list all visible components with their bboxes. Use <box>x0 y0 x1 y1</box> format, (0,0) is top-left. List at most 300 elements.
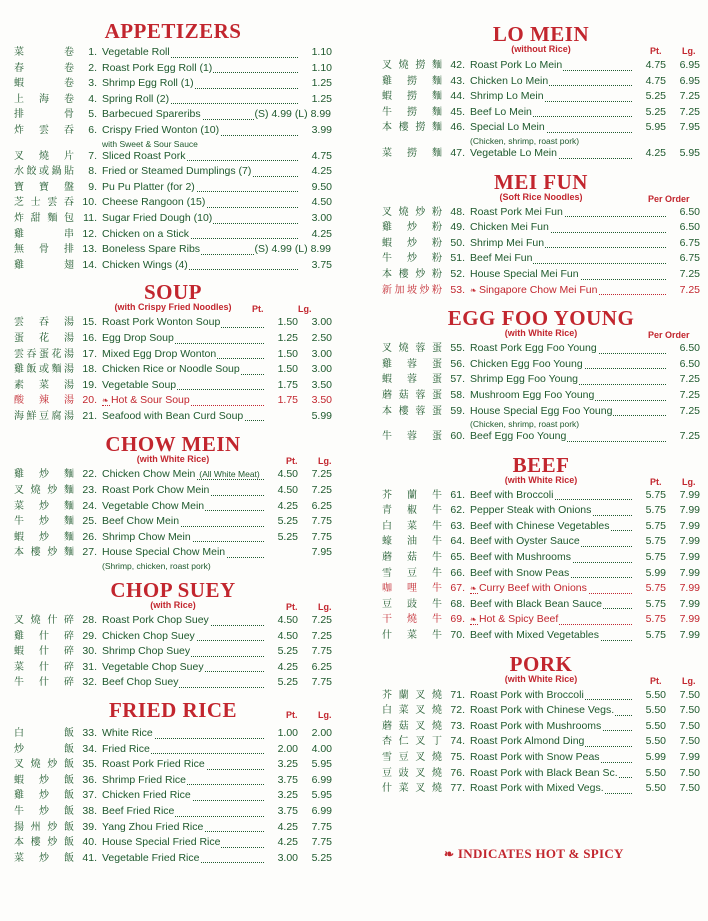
item-name: Egg Drop Soup <box>102 331 174 344</box>
item-name-cell <box>102 742 264 758</box>
right-column <box>382 0 700 797</box>
item-chinese-name: 什 菜 叉 燒 <box>382 783 442 795</box>
item-name: Chicken Wings (4) <box>102 258 188 271</box>
menu-item-row <box>14 92 332 108</box>
menu-item-row <box>14 242 332 258</box>
menu-item-row <box>382 89 700 105</box>
section-fried-rice <box>14 700 332 866</box>
item-name-cell <box>470 550 632 566</box>
menu-item-row <box>382 766 700 782</box>
item-number: 46. <box>450 121 465 134</box>
item-chinese-name: 叉 燒 什 碎 <box>14 615 74 627</box>
item-name-cell <box>102 851 264 867</box>
item-name-cell <box>470 581 632 597</box>
item-name: Pu Pu Platter (for 2) <box>102 180 195 193</box>
menu-item-row <box>382 236 700 252</box>
item-chinese-name: 牛 炒 飯 <box>14 805 74 817</box>
item-size-prices: (S) 4.99 (L) 8.99 <box>254 107 332 123</box>
item-number: 5. <box>88 108 97 121</box>
col-head-lg: Lg. <box>682 476 696 487</box>
item-name: Beef with Mushrooms <box>470 551 571 564</box>
item-name-cell <box>470 404 666 430</box>
item-name-cell <box>470 267 666 283</box>
item-price: 6.75 <box>679 236 700 249</box>
item-price-pint: 5.25 <box>277 645 298 658</box>
item-price: 6.95 <box>679 74 700 87</box>
item-price: 2.00 <box>311 727 332 739</box>
item-number: 39. <box>82 820 97 833</box>
item-number: 28. <box>82 614 97 627</box>
item-price: 7.99 <box>679 504 700 517</box>
item-name: Roast Pork with Black Bean Sc. <box>470 766 618 779</box>
item-name: Beef Mei Fun <box>470 252 533 265</box>
item-name-cell <box>102 195 298 211</box>
item-number: 71. <box>450 688 465 701</box>
section-lo-mein <box>382 24 700 162</box>
item-price: 7.25 <box>679 90 700 103</box>
menu-item-row <box>14 467 332 483</box>
item-price: 7.75 <box>311 515 332 528</box>
item-name: Crispy Fried Wonton (10) <box>102 123 220 136</box>
menu-item-row <box>14 347 332 363</box>
item-number: 20. <box>82 394 97 407</box>
item-name-cell <box>102 409 264 425</box>
menu-item-row <box>382 58 700 74</box>
item-chinese-name: 素 菜 湯 <box>14 379 74 391</box>
col-head-pt: Pt. <box>650 46 662 56</box>
item-price: 4.25 <box>311 227 332 240</box>
item-name-cell <box>102 499 264 515</box>
item-name: Pepper Steak with Onions <box>470 504 592 517</box>
menu-item-row <box>14 530 332 546</box>
item-price-pint: 5.75 <box>645 629 666 642</box>
item-name: Shrimp Egg Foo Young <box>470 373 578 386</box>
menu-item-row <box>14 149 332 165</box>
item-number: 33. <box>82 727 97 739</box>
item-name-cell <box>470 719 632 735</box>
item-number: 25. <box>82 515 97 528</box>
item-price-pint: 5.75 <box>645 488 666 501</box>
item-name: White Rice <box>102 727 153 739</box>
item-name: Beef Fried Rice <box>102 804 175 817</box>
menu-item-row <box>14 726 332 742</box>
item-chinese-name: 炸 雲 吞 <box>14 124 74 136</box>
item-name: Roast Pork Fried Rice <box>102 758 205 771</box>
item-number: 2. <box>88 61 97 74</box>
item-number: 12. <box>82 227 97 240</box>
item-number: 53. <box>450 283 465 296</box>
item-number: 67. <box>450 582 465 595</box>
item-number: 18. <box>82 363 97 376</box>
item-name-cell <box>470 519 632 535</box>
item-chinese-name: 雞 翅 <box>14 259 74 271</box>
item-number: 24. <box>82 499 97 512</box>
item-name-cell <box>102 545 264 571</box>
item-name-cell <box>470 357 666 373</box>
item-chinese-name: 叉 燒 炒 粉 <box>382 206 442 218</box>
section-chop-suey <box>14 580 332 691</box>
section-title: MEI FUN <box>494 169 588 194</box>
item-price-pint: 5.75 <box>645 597 666 610</box>
item-price-pint: 5.99 <box>645 566 666 579</box>
menu-item-row <box>382 734 700 750</box>
item-price: 7.25 <box>679 283 700 296</box>
menu-item-row <box>14 804 332 820</box>
item-chinese-name: 叉 燒 炒 麵 <box>14 485 74 497</box>
item-name-cell <box>470 612 632 628</box>
item-price: 7.25 <box>679 388 700 401</box>
item-price: 7.50 <box>679 719 700 732</box>
item-chinese-name: 本 樓 炒 麵 <box>14 547 74 559</box>
menu-item-row <box>14 820 332 836</box>
menu-item-row <box>382 205 700 221</box>
item-chinese-name: 本 樓 蓉 蛋 <box>382 405 442 417</box>
item-chinese-name: 水 餃 或 鍋 貼 <box>14 166 74 178</box>
item-number: 75. <box>450 751 465 763</box>
item-number: 16. <box>82 331 97 344</box>
item-chinese-name: 雪 豆 牛 <box>382 567 442 579</box>
item-chinese-name: 蘑 菇 牛 <box>382 552 442 564</box>
item-number: 9. <box>88 180 97 193</box>
item-chinese-name: 豆 豉 牛 <box>382 598 442 610</box>
item-name: House Special Chow Mein <box>102 546 226 559</box>
menu-item-row <box>382 688 700 704</box>
item-name-cell <box>470 58 632 74</box>
menu-item-row <box>382 120 700 146</box>
item-chinese-name: 菜 炒 飯 <box>14 852 74 864</box>
item-name-cell <box>470 566 632 582</box>
item-chinese-name: 菜 什 碎 <box>14 661 74 673</box>
item-price: 6.50 <box>679 205 700 218</box>
item-number: 58. <box>450 388 465 401</box>
item-price-pint: 5.75 <box>645 519 666 532</box>
menu-item-row <box>382 503 700 519</box>
item-price: 7.99 <box>679 519 700 532</box>
item-chinese-name: 春 卷 <box>14 62 74 74</box>
item-number: 8. <box>88 165 97 178</box>
item-price-pint: 5.75 <box>645 613 666 626</box>
item-chinese-name: 炒 飯 <box>14 743 74 755</box>
item-price: 5.95 <box>311 758 332 771</box>
col-head-per-order: Per Order <box>648 330 690 341</box>
item-name-cell <box>102 92 298 108</box>
item-price-pint: 4.25 <box>277 820 298 833</box>
menu-item-row <box>14 123 332 149</box>
item-price-pint: 2.00 <box>277 742 298 755</box>
item-price-pint: 5.50 <box>645 719 666 732</box>
item-name-cell <box>470 781 632 797</box>
item-name-cell <box>102 164 298 180</box>
item-name-cell <box>102 757 264 773</box>
item-price: 7.75 <box>311 820 332 833</box>
item-number: 41. <box>82 851 97 864</box>
item-name: Mixed Egg Drop Wonton <box>102 347 217 360</box>
item-price-pint: 5.50 <box>645 704 666 717</box>
item-chinese-name: 雞 炒 麵 <box>14 469 74 481</box>
item-price: 7.99 <box>679 613 700 626</box>
menu-item-row <box>14 331 332 347</box>
item-number: 65. <box>450 551 465 564</box>
col-head-pt: Pt. <box>650 476 662 487</box>
menu-item-row <box>382 719 700 735</box>
item-price-pint: 4.50 <box>277 484 298 497</box>
section-subtitle: (with Rice) <box>150 600 196 611</box>
item-number: 63. <box>450 519 465 532</box>
item-chinese-name: 蝦 卷 <box>14 78 74 90</box>
item-price: 7.50 <box>679 735 700 748</box>
item-number: 44. <box>450 90 465 103</box>
item-number: 7. <box>88 149 97 162</box>
item-price-pint: 5.95 <box>645 121 666 134</box>
item-price: 7.25 <box>311 484 332 497</box>
item-price-pint: 5.99 <box>645 751 666 763</box>
menu-item-row <box>382 283 700 299</box>
item-number: 38. <box>82 804 97 817</box>
menu-item-row <box>14 629 332 645</box>
item-price: 3.00 <box>311 363 332 376</box>
item-name: Chicken Fried Rice <box>102 789 191 802</box>
item-number: 27. <box>82 546 97 559</box>
item-price: 6.75 <box>679 252 700 265</box>
item-name-cell <box>102 149 298 165</box>
item-name-cell <box>102 61 298 77</box>
item-number: 40. <box>82 836 97 849</box>
item-name: Sugar Fried Dough (10) <box>102 211 213 224</box>
item-price: 7.50 <box>679 704 700 717</box>
section-title: APPETIZERS <box>104 19 242 43</box>
item-price: 7.25 <box>311 468 332 481</box>
item-name: Roast Pork with Snow Peas <box>470 751 600 763</box>
item-price: 7.99 <box>679 582 700 595</box>
item-chinese-name: 雞 炒 飯 <box>14 790 74 802</box>
col-head-pt: Pt. <box>252 304 264 315</box>
item-name: Roast Pork Wonton Soup <box>102 316 221 329</box>
item-chinese-name: 蝦 撈 麵 <box>382 91 442 103</box>
item-name: Chicken Chop Suey <box>102 629 195 642</box>
menu-item-row <box>14 742 332 758</box>
item-price: 3.99 <box>311 123 332 136</box>
menu-item-row <box>14 499 332 515</box>
menu-item-row <box>382 534 700 550</box>
item-name: Curry Beef with Onions <box>478 582 587 595</box>
item-price: 7.99 <box>679 488 700 501</box>
menu-item-row <box>14 514 332 530</box>
item-chinese-name: 蝦 炒 粉 <box>382 237 442 249</box>
item-number: 76. <box>450 766 465 779</box>
menu-item-row <box>14 675 332 691</box>
item-name-cell <box>102 258 298 274</box>
item-price: 6.99 <box>311 804 332 817</box>
item-price: 7.25 <box>311 614 332 627</box>
item-number: 60. <box>450 430 465 443</box>
item-name: Barbecued Spareribs <box>102 108 201 121</box>
section-subtitle: (with White Rice) <box>504 474 578 485</box>
item-price: 4.50 <box>311 196 332 209</box>
item-chinese-name: 叉 燒 蓉 蛋 <box>382 343 442 355</box>
item-number: 42. <box>450 59 465 71</box>
item-chinese-name: 菜 炒 麵 <box>14 500 74 512</box>
item-price: 7.99 <box>679 751 700 763</box>
item-name-cell <box>470 105 632 121</box>
item-chinese-name: 雲 吞 蛋 花 湯 <box>14 348 74 360</box>
item-name: Shrimp Fried Rice <box>102 773 187 786</box>
item-name: House Special Mei Fun <box>470 267 579 280</box>
menu-item-row <box>382 488 700 504</box>
col-head-per-order: Per Order <box>648 193 690 204</box>
item-name-cell <box>102 514 264 530</box>
item-chinese-name: 蝦 炒 飯 <box>14 774 74 786</box>
item-name: Roast Pork with Chinese Vegs. <box>470 704 615 717</box>
item-chinese-name: 雞 飯 或 麵 湯 <box>14 364 74 376</box>
col-head-pt: Pt. <box>286 602 298 613</box>
item-name: Beef with Mixed Vegetables <box>470 629 599 642</box>
item-name: Beef Egg Foo Young <box>470 430 567 443</box>
item-price: 6.50 <box>679 221 700 234</box>
item-chinese-name: 什 菜 牛 <box>382 630 442 642</box>
item-name-cell <box>102 180 298 196</box>
section-subtitle: (with Crispy Fried Noodles) <box>114 302 232 313</box>
item-price: 7.25 <box>679 404 700 417</box>
legend-text: INDICATES HOT & SPICY <box>457 846 624 861</box>
item-price-pint: 5.75 <box>645 582 666 595</box>
item-price: 1.25 <box>311 92 332 105</box>
menu-item-row <box>14 211 332 227</box>
item-chinese-name: 蛋 花 湯 <box>14 332 74 344</box>
item-price: 7.25 <box>679 267 700 280</box>
item-price-pint: 4.25 <box>277 499 298 512</box>
item-price-pint: 4.50 <box>277 614 298 627</box>
item-price: 6.50 <box>679 342 700 355</box>
item-name-cell <box>470 120 632 146</box>
item-price-pint: 1.75 <box>277 394 298 407</box>
item-name-cell <box>470 372 666 388</box>
item-name: Chicken Egg Foo Young <box>470 357 583 370</box>
menu-item-row <box>382 703 700 719</box>
item-price-pint: 3.75 <box>277 804 298 817</box>
item-chinese-name: 本 樓 撈 麵 <box>382 122 442 134</box>
section-subtitle: (with White Rice) <box>504 328 578 339</box>
item-price-pint: 1.75 <box>277 378 298 391</box>
hot-spicy-legend <box>444 846 624 862</box>
item-number: 34. <box>82 742 97 755</box>
item-number: 23. <box>82 484 97 497</box>
item-number: 61. <box>450 488 465 501</box>
item-price: 6.95 <box>679 59 700 71</box>
menu-item-row <box>14 483 332 499</box>
item-number: 45. <box>450 105 465 118</box>
item-price-pint: 3.00 <box>277 851 298 864</box>
item-number: 48. <box>450 205 465 218</box>
item-name: Sliced Roast Pork <box>102 149 186 162</box>
item-name: Boneless Spare Ribs <box>102 243 201 256</box>
item-chinese-name: 蝦 炒 麵 <box>14 531 74 543</box>
menu-item-row <box>382 341 700 357</box>
item-number: 57. <box>450 373 465 386</box>
item-name: Vegetable Soup <box>102 378 177 391</box>
item-name: Cheese Rangoon (15) <box>102 196 206 209</box>
item-price: 7.99 <box>679 629 700 642</box>
item-name: Roast Pork Egg Roll (1) <box>102 61 213 74</box>
item-price-pint: 1.50 <box>277 363 298 376</box>
item-name: Shrimp Egg Roll (1) <box>102 77 194 90</box>
menu-item-row <box>382 388 700 404</box>
section-appetizers <box>14 21 332 273</box>
item-price: 5.95 <box>679 146 700 159</box>
item-subtext: with Sweet & Sour Sauce <box>102 138 198 149</box>
item-price: 7.99 <box>679 535 700 548</box>
item-name: Shrimp Chow Mein <box>102 530 191 543</box>
item-name: Vegetable Chow Mein <box>102 499 205 512</box>
menu-item-row <box>14 315 332 331</box>
item-number: 43. <box>450 74 465 87</box>
item-chinese-name: 雞 串 <box>14 228 74 240</box>
item-name: Beef with Snow Peas <box>470 566 570 579</box>
item-chinese-name: 寶 寶 盤 <box>14 181 74 193</box>
item-price: 4.00 <box>311 742 332 755</box>
menu-item-row <box>14 378 332 394</box>
item-number: 6. <box>88 123 97 136</box>
item-number: 49. <box>450 221 465 234</box>
item-number: 36. <box>82 773 97 786</box>
item-price: 7.75 <box>311 836 332 849</box>
item-name-cell <box>470 236 666 252</box>
item-price: 1.10 <box>311 46 332 58</box>
item-price: 7.99 <box>679 597 700 610</box>
item-price-pint: 4.50 <box>277 468 298 481</box>
item-price: 7.99 <box>679 551 700 564</box>
item-chinese-name: 牛 炒 粉 <box>382 253 442 265</box>
item-name: Hot & Sour Soup <box>110 394 190 407</box>
item-price-pint: 1.50 <box>277 316 298 329</box>
item-chinese-name: 蘑 菇 蓉 蛋 <box>382 389 442 401</box>
item-price: 3.00 <box>311 316 332 329</box>
col-head-lg: Lg. <box>298 304 312 315</box>
item-name-cell <box>470 703 632 719</box>
item-name-cell <box>102 45 298 61</box>
pepper-icon: ❧ <box>470 584 479 594</box>
item-price: 9.50 <box>311 180 332 193</box>
item-number: 72. <box>450 704 465 717</box>
item-chinese-name: 白 菜 叉 燒 <box>382 705 442 717</box>
menu-item-row <box>14 164 332 180</box>
item-number: 59. <box>450 404 465 417</box>
item-name-cell <box>470 429 666 445</box>
item-number: 32. <box>82 676 97 689</box>
menu-item-row <box>14 660 332 676</box>
left-column <box>14 0 332 866</box>
item-name-cell <box>102 211 298 227</box>
item-name: Singapore Chow Mei Fun <box>478 283 598 296</box>
item-name: Chicken on a Stick <box>102 227 189 240</box>
section-title: PORK <box>509 651 573 676</box>
section-soup <box>14 282 332 424</box>
item-price-pint: 1.50 <box>277 347 298 360</box>
item-price-pint: 5.25 <box>277 515 298 528</box>
item-chinese-name: 本 樓 炒 粉 <box>382 268 442 280</box>
item-number: 56. <box>450 357 465 370</box>
item-chinese-name: 揚 州 炒 飯 <box>14 821 74 833</box>
item-note: (All White Meat) <box>199 469 260 480</box>
menu-item-row <box>382 566 700 582</box>
item-price-pint: 5.50 <box>645 688 666 701</box>
item-price-pint: 5.75 <box>645 551 666 564</box>
item-number: 55. <box>450 342 465 355</box>
item-chinese-name: 蠔 油 牛 <box>382 536 442 548</box>
item-price: 1.10 <box>311 61 332 74</box>
item-price: 6.25 <box>311 499 332 512</box>
item-price-pint: 5.50 <box>645 782 666 795</box>
item-chinese-name: 雪 豆 叉 燒 <box>382 752 442 763</box>
